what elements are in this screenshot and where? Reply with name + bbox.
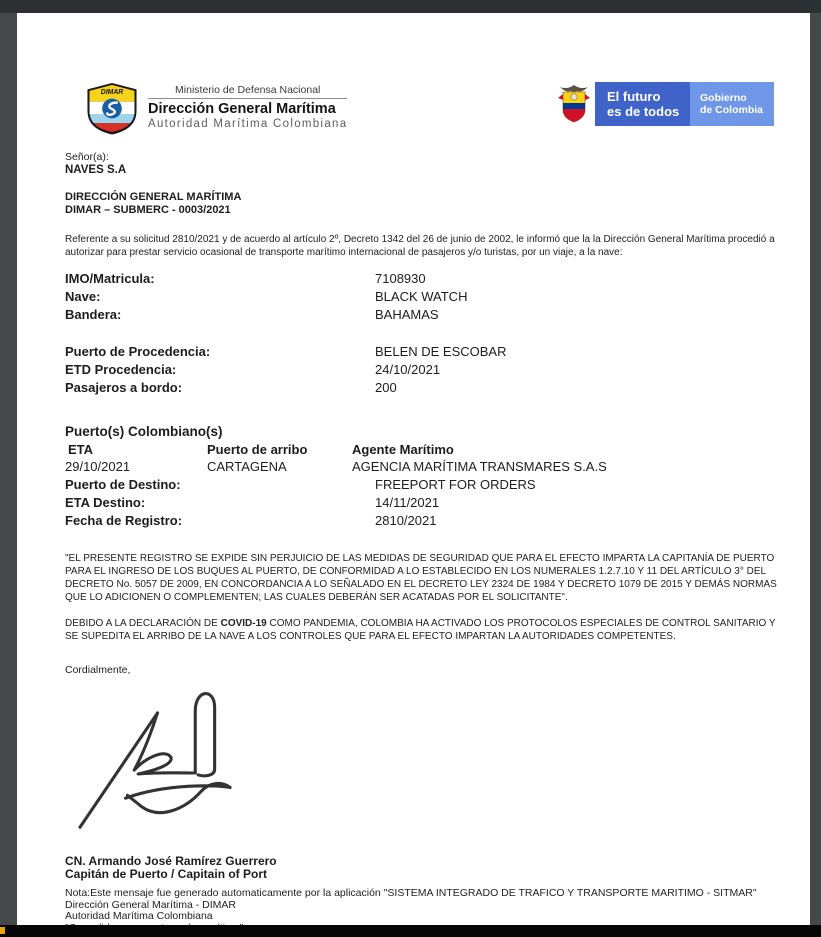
reference-line2: DIMAR – SUBMERC - 0003/2021 <box>65 203 231 216</box>
field-value: 200 <box>375 380 397 395</box>
field-value: 2810/2021 <box>375 513 437 528</box>
recipient-block <box>65 151 779 177</box>
footer-line2: Dirección General Marítima - DIMAR <box>65 898 236 911</box>
gobierno-line1: Gobierno <box>700 91 747 104</box>
slogan-box <box>595 82 690 126</box>
field-row-etd <box>65 361 779 379</box>
field-label: Fecha de Registro: <box>65 513 183 528</box>
dimar-logo-text <box>148 82 347 130</box>
gobierno-logo <box>553 82 774 126</box>
field-row-procedencia <box>65 343 779 361</box>
direccion-title: Dirección General Marítima <box>148 101 336 117</box>
voyage-fields <box>65 343 779 397</box>
field-row-imo <box>65 270 779 288</box>
dimar-shield-icon <box>84 82 140 135</box>
document-page <box>17 13 810 925</box>
signatory-block <box>65 855 779 880</box>
field-row-nave <box>65 288 779 306</box>
closing-salutation: Cordialmente, <box>65 664 131 676</box>
reference-line1: DIRECCIÓN GENERAL MARÍTIMA <box>65 191 242 203</box>
covid-suffix: COMO PANDEMIA, COLOMBIA HA ACTIVADO LOS PROTOCOLOS ESPECIALES DE CONTROL SANITARIO Y SE SUPEDITA EL ARRIBO DE LA NAVE A LOS CONTROLES QUE PARA EL EFECTO IMPARTAN LA AUTORIDADES COMPETENTES. <box>65 618 776 642</box>
field-label: Nave: <box>65 289 101 304</box>
cell-agente: AGENCIA MARÍTIMA TRANSMARES S.A.S <box>352 459 607 474</box>
field-label: Bandera: <box>65 307 122 322</box>
salutation: Señor(a): <box>65 151 109 163</box>
viewer-top-bar <box>0 0 821 13</box>
cell-puerto-arribo: CARTAGENA <box>207 459 287 474</box>
covid-bold: COVID-19 <box>220 618 267 629</box>
cell-eta: 29/10/2021 <box>65 459 131 474</box>
covid-prefix: DEBIDO A LA DECLARACIÓN DE <box>65 618 221 629</box>
signatory-name: CN. Armando José Ramírez Guerrero <box>65 854 277 868</box>
field-value: FREEPORT FOR ORDERS <box>375 477 536 492</box>
footer-note: Nota:Este mensaje fue generado automaticamente por la aplicación "SISTEMA INTEGRADO DE TRAFICO Y TRANSPORTE MARITIMO - SITMAR" <box>65 887 757 899</box>
field-value: BELEN DE ESCOBAR <box>375 344 507 359</box>
ports-section-heading: Puerto(s) Colombiano(s) <box>65 424 223 439</box>
ports-table-header <box>65 441 779 458</box>
field-row-pasajeros <box>65 379 779 397</box>
field-value: BAHAMAS <box>375 307 439 322</box>
signatory-title: Capitán de Puerto / Capitain of Port <box>65 866 268 881</box>
gobierno-line2: de Colombia <box>700 104 764 116</box>
svg-text:DIMAR: DIMAR <box>100 88 124 96</box>
field-value: 14/11/2021 <box>375 495 440 510</box>
recipient-name: NAVES S.A <box>65 164 127 176</box>
viewer-bottom-bar <box>0 925 821 937</box>
covid-paragraph <box>65 617 777 643</box>
field-row-fecha-registro <box>65 512 779 530</box>
col-header-agente: Agente Marítimo <box>352 442 454 457</box>
field-row-bandera <box>65 306 779 324</box>
ministry-line: Ministerio de Defensa Nacional <box>148 84 347 99</box>
field-row-destino <box>65 476 779 494</box>
field-label: ETD Procedencia: <box>65 362 177 377</box>
reference-block <box>65 191 779 216</box>
field-label: Puerto de Procedencia: <box>65 344 211 359</box>
field-label: ETA Destino: <box>65 495 146 510</box>
col-header-eta: ETA <box>68 442 94 457</box>
footer-line3: Autoridad Marítima Colombiana <box>65 910 213 922</box>
field-value: 24/10/2021 <box>375 362 441 377</box>
field-value: BLACK WATCH <box>375 289 468 304</box>
vessel-fields <box>65 270 779 324</box>
destination-fields <box>65 476 779 530</box>
viewer-progress-dot <box>0 927 5 934</box>
gobierno-box <box>690 82 774 126</box>
handwritten-signature <box>67 680 277 835</box>
letterhead <box>65 82 779 136</box>
slogan-line1: El futuro <box>607 89 661 104</box>
field-label: Puerto de Destino: <box>65 477 181 492</box>
legal-paragraph: "EL PRESENTE REGISTRO SE EXPIDE SIN PERJUICIO DE LAS MEDIDAS DE SEGURIDAD QUE PARA EL EFECTO IMPARTA LA CAPITANÍA DE PUERTO PARA EL INGRESO DE LOS BUQUES AL PUERTO, DE CONFORMIDAD A LO ESTABLECIDO EN LOS NUMERALES 1.2.7.10 Y 11 DEL ARTÍCULO 3° DEL DECRETO No. 5057 DE 2009, EN CONCORDANCIA A LO SEÑALADO EN EL DECRETO LEY 2324 DE 1984 Y DECRETO 1079 DE 2015 Y DEMÁS NORMAS QUE LO ADICIONEN O COMPLEMENTEN; LAS CUALES DEBERÁN SER ACATADAS POR EL SOLICITANTE". <box>65 553 777 603</box>
colombia-coat-of-arms-icon <box>553 82 595 126</box>
col-header-puerto-arribo: Puerto de arribo <box>207 442 308 457</box>
dimar-logo <box>84 82 347 135</box>
slogan-line2: es de todos <box>607 104 680 119</box>
field-value: 7108930 <box>375 271 426 286</box>
ports-table-row <box>65 458 779 476</box>
field-label: Pasajeros a bordo: <box>65 380 183 395</box>
autoridad-subtitle: Autoridad Marítima Colombiana <box>148 118 348 130</box>
field-label: IMO/Matricula: <box>65 271 155 286</box>
field-row-eta-destino <box>65 494 779 512</box>
intro-paragraph: Referente a su solicitud 2810/2021 y de acuerdo al artículo 2º, Decreto 1342 del 26 de junio de 2002, le informó que la la Dirección General Marítima procedió a autorizar para prestar servicio ocasional de transporte marítimo internacional de pasajeros y/o turistas, por un viaje, a la nave: <box>65 234 775 258</box>
